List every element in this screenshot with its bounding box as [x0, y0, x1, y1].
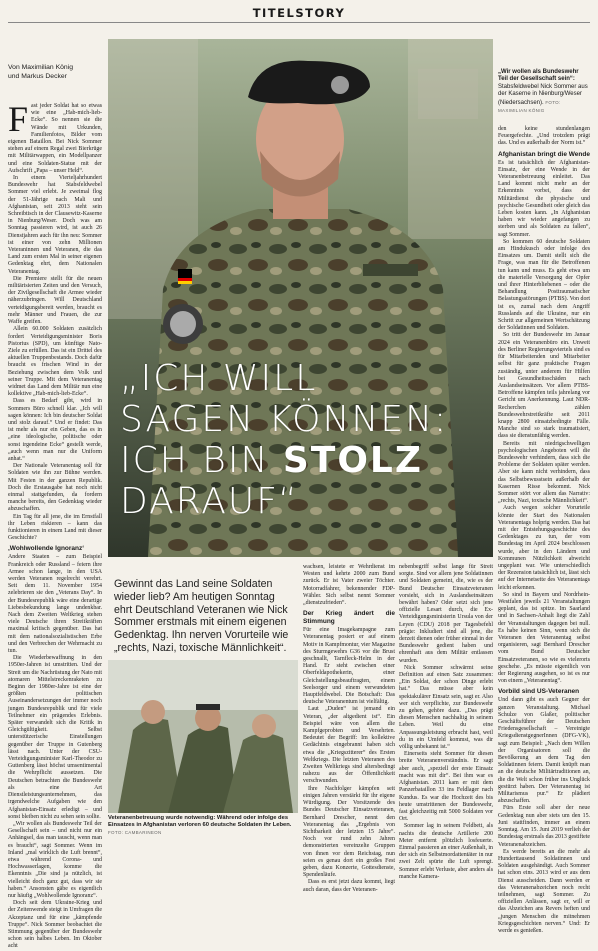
- paragraph: Allein 60.000 Soldaten zusätzlich fordert Verteidigungsminister Boris Pistorius (SPD), um künftige Nato-Ziele zu erfüllen. Das ist ein Drittel des aktuellen Truppenbestands. Doch dafür braucht es frischen Wind in der Beziehung zwischen dem Volk und seiner Truppe. Mit dem Veteranentag widmet das Land dem Militär nun eine kollektive „Hab-mich-lieb-Ecke“.: [8, 326, 102, 398]
- paragraph: Der Nationale Veteranentag soll für Soldaten wie ihn zur Bühne werden. Mit Festen in der ganzen Republik. Doch die Erstausgabe hat noch nicht einmal stattgefunden, da fordern manche bereits, den Gedenktag wieder abzuschaffen.: [8, 463, 102, 513]
- paragraph: Sommer lag in seinem Feldbett, als nachts die deutsche Artillerie 200 Meter entfernt plötzlich losfeuerte. Einmal passieren an einer Außenhalt, in der sich ein Selbstmordattentäter in nur zwei Zelt spürte die Luft sprengt. Sommer erlebt Verluste, aber anders als manche Kamera-: [399, 823, 493, 880]
- article-column-middle-2: [399, 564, 493, 880]
- photo-credit: FOTO: MAXIMILIAN KÖNIG: [498, 99, 561, 114]
- paragraph: Nick Sommer schwärmt seine Definition auf einen Satz zusammen: „Ein Soldat, der schon Dinge erlebt hat.“ Das müsse aber kein spektakulärer Einsatz sein, sagt er. Also wer sich verpflichte, zur Bundeswehr zu gehen, gehöre dazu. „Das prägt diesen Menschen nachhaltig in seinem Leben. Weil du eine Anpassungsleistung erbracht hast, weil du in ein Umfeld kommst, was dir völlig unbekannt ist.“: [399, 664, 493, 751]
- paragraph: den keine stundenlangen Feuergefechte. „Und trotzdem prägt das. Und es außerhalb der Norm ist.“: [498, 126, 590, 147]
- paragraph: Und dann gibt es auch Gegner der ganzen Veranstaltung. Michael Schulze von Glaßer, politischer Geschäftsführer der Deutschen Friedensgesellschaft – Vereinigte KriegsdienstgegnerInnen (DFG-VK), sagt zum Beispiel: „Nach dem Willen der Organisatoren soll die Bevölkerung an dem Tag den Soldatinnen feiern. Damit knüpft man an die deutsche Militärtraditionen an, die die Welt schon früher ins Unglück gestürzt haben. Der Veteranentag ist Militarismus pur.“ Er plädiert abzuschaffen.: [498, 697, 590, 805]
- section-rule: [8, 22, 590, 23]
- paragraph: Die Wiederbewaffnung in den 1950er-Jahren ist umstritten. Und der Streit um die Nachrüstung der Nato mit atomaren Mittelstreckenraketen zu Beginn der 1980er-Jahre ist eine der größten politischen Auseinandersetzungen der immer noch jungen Bundesrepublik und für viele Teilnehmer ein prägendes Erlebnis. Später verwandelt sich die Kritik in Gleichgültigkeit. Selbst unterstützerische Einstellungen gegenüber der Truppe in Gutenberg lässt nach. Unter der CSU-Verteidigungsminister Karl-Theodor zu Guttenberg lässt höchst umsentimental die Wehrpflicht aussetzen. Die Deutschen betrachten die Bundeswehr als eine Art Dienstleistungsunternehmen, das irgendwelche Aufgaben wie den Afghanistan-Einsatz erledigt – und sonst bleiben nicht zu sehen sein sollte.: [8, 655, 102, 820]
- paragraph: Dass es erst jetzt dazu kommt, liegt auch daran, dass der Veteranen-: [303, 879, 395, 893]
- article-column-right: [498, 126, 590, 934]
- paragraph: „Wir wollen als Bundeswehr Teil der Gesellschaft sein – und nicht nur ein Anhängsel, das man tauscht, wenn man es braucht“, sagt Sommer. Wenn im Inland „mal wirklich die Luft brennt“, etwa während Corona- und Hochwasserlagen, komme die Ekenntnis „Die sind ja nützlich, ist vielleicht doch ganz gut, dass wir sie haben.“ Ansonsten gäbe es eigentlich nur häufig „Wohlwollende Ignoranz“.: [8, 820, 102, 899]
- subheading: Der Krieg ändert die Stimmung: [303, 610, 395, 626]
- paragraph: Auch wegen solcher Vorurteile könnte der Start des Nationalen Veteranentags holprig werden. Das hat mit der Entstehungsgeschichte des Gedenktages zu tun, der vom Bundestag im April 2024 beschlossen wurde, aber in den Ländern und Kommunen Nützlichkeit abweicht ungeplant war. Wie unterschiedlich der Rezension tatsächlich ist, lässt sich auf der Internetseite des Veteranentags leicht erkennen.: [498, 505, 590, 591]
- paragraph: Doch seit dem Ukraine-Krieg und der Zeitenwende steigt in Umfragen die Akzeptanz und für eine „kämpfende Truppe“. Nick Sommer beobachtet die Stimmung gegenüber der Bundeswehr schon sein halbes Leben. Im Oktober acht: [8, 900, 102, 950]
- paragraph: Dass es Bedarf gibt, wird in Sommers Büro schnell klar. „Ich will sagen können: Ich bin deutscher Soldat und stolz darauf.“ Und er findet: Das ist mehr als nur ein Geben, das es in „eine ideologische, politische oder sonst irgendeine Ecke“ gestellt werde, „auch wenn man nur die Uniform anhat.“: [8, 398, 102, 462]
- paragraph: wachsen, leistete er Wehrdienst im Westen und kehrte 2000 zum Bund zurück. Er ist Vater zweier Töchter. Motorradfahrer, bekennender FDP-Wähler. Sich selbst nennt Sommer „dienstzufrieden“.: [303, 564, 395, 607]
- paragraph: Die Premiere stellt für die neuen militärisierten Zeiten und den Versuch, der Zivilgesellschaft die Armee wieder näherzubringen. Will Deutschland verteidigungsbereit werden, braucht es mehr Männer und Frauen, die zur Waffe greifen.: [8, 275, 102, 326]
- paragraph: So kommen 60 deutsche Soldaten am Hindukusch oder infolge des Einsatzes um. Damit stellt sich die Frage, was man für die Betroffenen tun kann und muss. Es geht etwa um die materielle Versorgung der Opfer und ihrer Hinterbliebenen – oder die Behandlung Posttraumatischer Belastungsstörungen (PTBS). Von dort ist es, zumal nach dem Angriff Russlands auf die Ukraine, nur ein Schritt zur allgemeinen Wertschätzung der Soldatinnen und Soldaten.: [498, 238, 590, 332]
- dropcap: F: [8, 99, 29, 139]
- soldier-portrait-photo: [108, 39, 493, 557]
- quote-line-3: ICH BIN STOLZ: [120, 440, 423, 481]
- veterans-photo: [108, 660, 298, 813]
- paragraph: Es ist tatsächlich der Afghanistan-Einsatz, der eine Wende in der Veteranenbetreuung einleitet. Das Land kommt nicht mehr an der Erkenntnis vorbei, dass der Militärdienst die physische und psychische Gesundheit oder gleich das Leben kosten kann. „In Afghanistan haben wir wieder angefangen zu sterben und als Soldaten zu fallen“, sagt Sommer.: [498, 159, 590, 238]
- subheading: ‚Wohlwollende Ignoranz‘: [8, 545, 85, 553]
- soldiers-illustration: [108, 660, 298, 813]
- paragraph: nebenbegriff selbst lange für Streit sorgte. Sind vor allem jene Soldatinnen und Soldaten gemeint, die, wie es der Bund Deutscher Einsatzveteranen vorsieht, sich in Auslandseinsätzen bewährt haben? Oder setzt sich jene offizielle Lesart durch, die Ex-Verteidigungsministerin Ursula von der Leyen (CDU) 2018 per Tagesbefehl prägte: Inkludiert sind all jene, die derzeit dienen oder früher einmal in der Bundeswehr gedient haben und ehrenhaft aus dem Militär entlassen wurden.: [399, 564, 493, 664]
- subheading: Afghanistan bringt die Wende: [498, 150, 590, 158]
- paragraph: Bereits mit niedrigschwelligen psychologischen Angeboten will die Bundeswehr verhindern, dass sich die Probleme der Soldaten später werden. Aber sie kann nicht verhindern, dass das Selbstbewusstsein außerhalb der Kasernen Risse bekommt. Nick Sommer stört vor allem das Narrativ: „rechts, Nazi, toxische Männlichkeit“.: [498, 440, 590, 505]
- paragraph: Einerseits steht Sommer für diesen breite Veteranenverständnis. Er sagt aber auch, „speziell der erste Einsatz macht was mit dir“. Bei ihm war es Afghanistan. 2011 kam er mit dem Panzerbataillon 33 ins Feldlager nach Kundus. Es war die Hochzeit des bis heute umstrittenen der Bundeswehr, fast gleichzeitig mit 5000 Soldaten vor Ort.: [399, 751, 493, 823]
- paragraph: Fürs Erste soll aber der neue Gedenktag nun aber stets um den 15. Juni stattfinden, immer an einem Sonntag. Am 15. Juni 2019 verlieh der Bundestag erstmals das 2013 gestiftete Veteranenabzeichen.: [498, 805, 590, 848]
- article-column-middle-1: [303, 564, 395, 893]
- paragraph: Laut „Duden“ ist jemand ein Veteran, „der altgedient ist“. Ein Beispiel wäre von allem die Kampfgeprobten und Versehrten. Bedeutet der Begriff: Im kollektive Gedächtnis eingebrannt haben sich etwa die „Kriegszitterer“ des Ersten Weltkriegs. Die letzten Veteranen des Zweiten Weltkriegs sind altersbedingt nahezu aus der Öffentlichkeit verschwunden.: [303, 706, 395, 785]
- lead-paragraph: Fast jeder Soldat hat so etwas wie eine „Hab-mich-lieb-Ecke“. So nennen sie die Wände mit Urkunden, Familienfotos, Bilder vom eigenen Bataillon. Bei Nick Sommer stehen auf einem Regal zwei Bierkrüge mit Militärwappen, ein Modellpanzer und eine Soldaten-Statue mit der Aufschrift „Papa – unser Held“.: [8, 99, 102, 174]
- photo-credit-2: FOTO: CAMBARINEON: [108, 830, 162, 835]
- photo-caption-2: Veteranenbetreuung wurde notwendig: Während oder infolge des Einsatzes in Afghanistan verloren 60 deutsche Soldaten ihr Leben. FOTO: CAMBARINEON: [108, 815, 292, 835]
- headline-quote: [120, 358, 490, 522]
- paragraph: So sind in Bayern und Nordrhein-Westfalen jeweils 21 Veranstaltungen geplant, das ist spitze. Im Saarland und in Sachsen-Anhalt liegt die Zahl der Veranstaltungen dagegen bei null. Es habe keinen Sinn, wenn sich die Veteranen den Veteranentag selbst organisieren, sagt Bernhard Drescher vom Bund Deutscher Einsatzveteranen, so wie es vielerorts geschehe. „Es müsste eigentlich von der Regierung ausgehen, so ist es nur von einem „Veteranentag“.: [498, 591, 590, 685]
- byline-line-1: Von Maximilian König: [8, 64, 73, 71]
- paragraph: Für eine Imagekampagne zum Veteranentag posiert er auf einem Motiv in Kampfmontur, vier Magazine des Sturmgewehrs G36 vor die Brust geschnallt, Tarnfleck-Helm in der Hand. Er steht zwischen einer Oberfeldapothekerin, einer Gleichstellungsbeauftragten, einem Seelsorger und einem verwundeten Hauptfeldwebel. Die Botschaft: Das deutsche Veteranentum ist vielfältig.: [303, 627, 395, 706]
- article-column-left: [8, 99, 102, 950]
- subheading: Vorbild sind US-Veteranen: [498, 688, 580, 696]
- byline-line-2: und Markus Decker: [8, 72, 67, 80]
- section-label: TITELSTORY: [252, 6, 346, 20]
- quote-line-2: SAGEN KÖNNEN:: [120, 399, 449, 440]
- paragraph: Es werde bereits an die mehr als Hunderttausend Soldatinnen und Soldaten ausgehändigt. Auch Sommer hat schon eins. 2013 wird er aus dem Dienst ausscheiden. Dann werden er das Veteranenabzeichen noch recht teilnehmen, sagt Sommer. Zu offiziellen Anlässen, sagt er, will er das Abzeichen ans Revers heften und „jungen Menschen die mitnehmen Kriegsgeschichten nerven.“ Und: Er werde es genießen.: [498, 848, 590, 934]
- paragraph: Andere Staaten – zum Beispiel Frankreich oder Russland – feiern ihre Armee schon lange, in den USA werden Veteranen regelrecht verehrt. Seit dem 11. November 1954 zelebrieren sie den „Veterans Day“. In der Bundesrepublik wäre eine derartige Liebesbekundung lange undenkbar. Nach dem Zweiten Weltkrieg stehen viele Deutsche ihren Streitkräften maximal kritisch gegenüber. Das hat mit dem nationalsozialistischen Erbe und den Verbrechen der Wehrmacht zu tun.: [8, 554, 102, 655]
- photo-caption: „Wir wollen als Bundeswehr Teil der Gesellschaft sein“: Stabsfeldwebel Nick Sommer aus der Kaserne in Nienburg/Weser (Niedersachsen). FOTO: MAXIMILIAN KÖNIG: [498, 69, 588, 114]
- quote-line-4: DARAUF“: [120, 481, 299, 522]
- quote-emphasis: STOLZ: [282, 440, 423, 481]
- paragraph: So tritt der Bundeswehr im Januar 2024 ein Veteranenbüro ein. Unweit des Berliner Regierungsviertels sind es für Mitarbeitenden und Mitarbeiter selbst für ganz praktische Fragen zuständig, unter anderem für Hilfen bei Gesundheitsschäden nach Auslandseinsätzen. Vor allem PTBS-Betroffene kämpfen teils jahrelang vor Gericht um Anerkennung. Laut NDR-Recherchen zählen Bundeswehrstreitkräfte seit 2011 knapp 2800 einsatzbedingte Fälle. Manche sind so stark traumatisiert, dass sie dienstunfähig werden.: [498, 332, 590, 440]
- paragraph: Ein Tag für all jene, die im Ernstfall ihr Leben riskieren – kann das funktionieren in einem Land mit dieser Geschichte?: [8, 513, 102, 542]
- byline: [8, 64, 100, 81]
- paragraph: Ihre Nachfolger kämpfen seit einigen Jahren verstärkt für ihr eigene Würdigung. Der Vorsitzende des Bundes Deutscher Einsatzveteranen, Bernhard Drescher, nennt den Veteranentag das „Ergebnis von Sichtbarkeit der letzten 15 Jahre“. Noch vor rund zehn Jahren demonstrierten vereinzelte Gruppen von ihnen vor dem Reichstag, nun seien es genau dort ein großes Fest geben, dazu Konzerte, Gottesdienste, Spendenläufe.: [303, 785, 395, 879]
- paragraph: In einem Vierteljahrhundert Bundeswehr hat Stabsfeldwebel Sommer viel erlebt. Je zweimal flog der 51-Jährige nach Mali und Afghanistan, seit 2013 steht sein Schreibtisch in der Clausewitz-Kaserne in Nienburg/Weser. Doch was am Sonntag passieren wird, ist auch 26 Dienstjahren auch für ihn neu: Sommer ist einer von zehn Millionen Veteraninnen und Veteranen, die das Land zum ersten Mal in seiner eigenen Gedenktag ehrt, dem Nationalen Veteranentag.: [8, 175, 102, 275]
- teaser-text: Gewinnt das Land seine Soldaten wieder lieb? Am heutigen Sonntag ehrt Deutschland Veteranen wie Nick Sommer erstmals mit einem eigenen Gedenktag. Ihn nerven Vorurteile wie „rechts, Nazi, toxische Männlichkeit“.: [114, 578, 289, 654]
- quote-line-1: „ICH WILL: [120, 358, 318, 399]
